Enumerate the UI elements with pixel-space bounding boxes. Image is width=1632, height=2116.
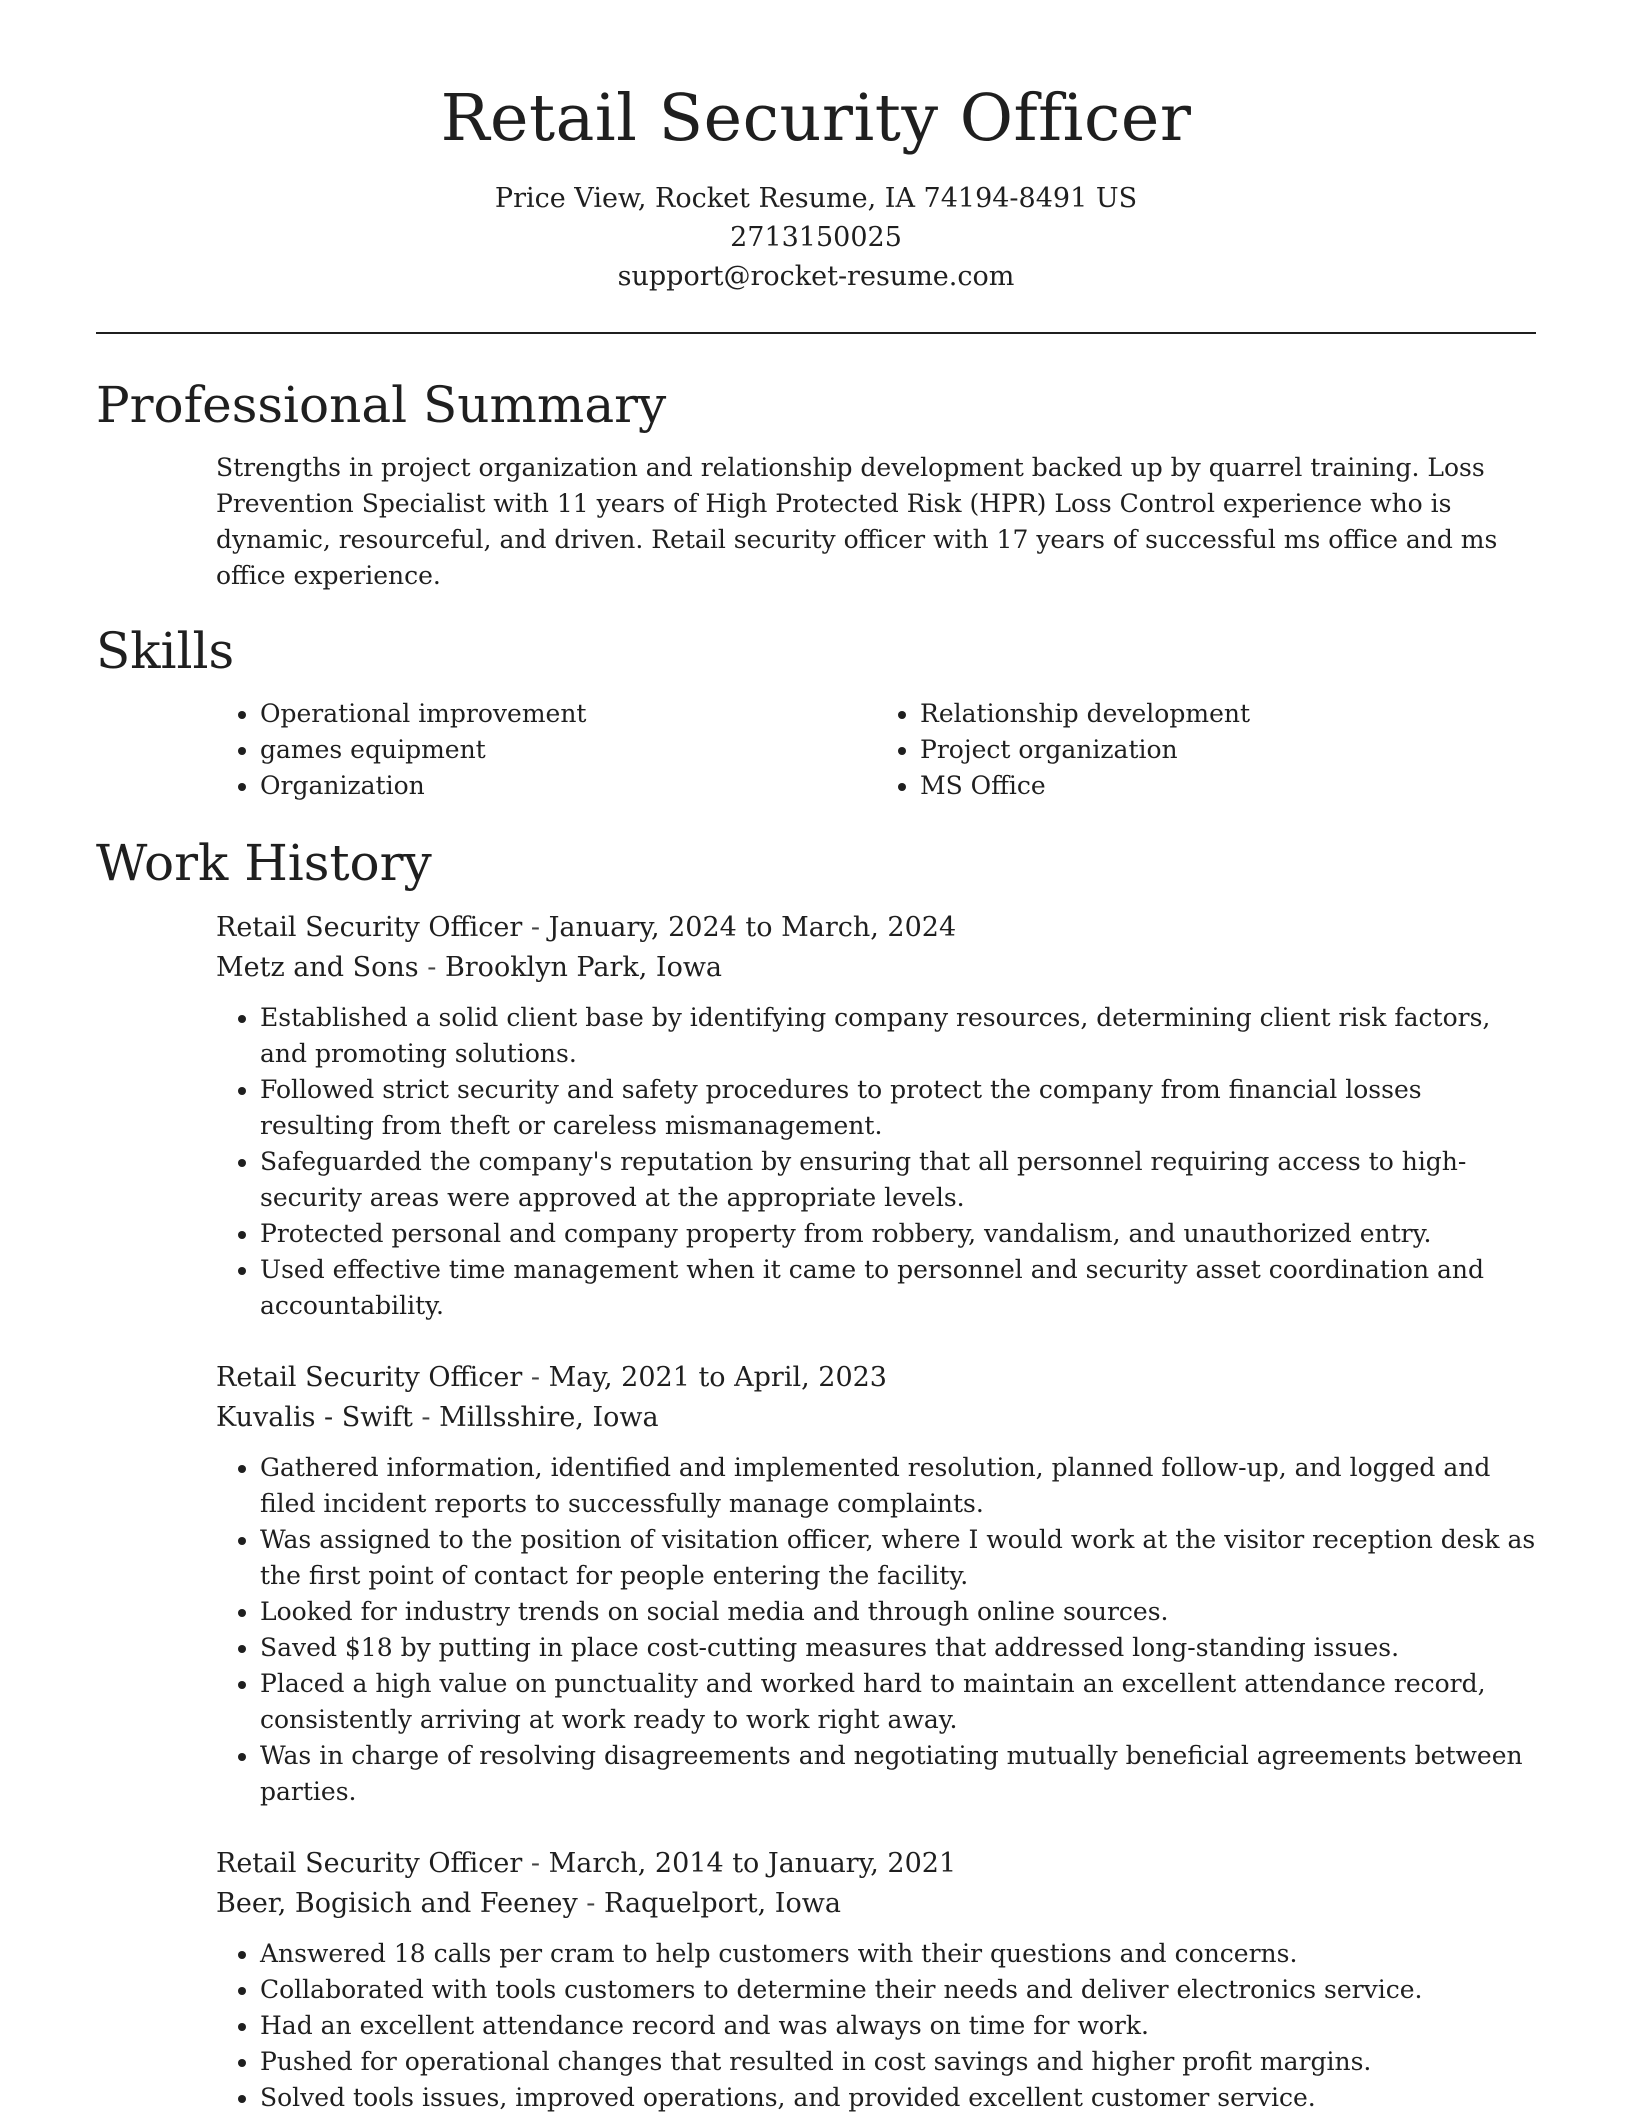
job-entry <box>216 1844 1536 2116</box>
job-duty: • Protected personal and company property from robbery, vandalism, and unauthorized entry. <box>260 1216 1536 1252</box>
job-duty: • Looked for industry trends on social media and through online sources. <box>260 1594 1536 1630</box>
skills-list-left <box>216 696 876 804</box>
job-role: Retail Security Officer <box>216 912 523 943</box>
skills-list-right <box>876 696 1536 804</box>
job-duty: • Solved tools issues, improved operations, and provided excellent customer service. <box>260 2080 1536 2116</box>
resume-header <box>96 0 1536 296</box>
skill-item: • games equipment <box>260 732 876 768</box>
contact-phone: 2713150025 <box>730 222 902 253</box>
skills-grid <box>216 696 1536 804</box>
candidate-title: Retail Security Officer <box>440 81 1192 156</box>
job-duty: • Used effective time management when it came to personnel and security asset coordination and accountability. <box>260 1252 1536 1324</box>
job-entry <box>216 908 1536 1324</box>
job-role: Retail Security Officer <box>216 1362 523 1393</box>
skill-item: • Operational improvement <box>260 696 876 732</box>
work-history-heading: Work History <box>96 834 432 892</box>
job-separator: - <box>522 1848 549 1879</box>
job-company: Beer, Bogisich and Feeney <box>216 1888 578 1919</box>
job-separator: - <box>412 1402 440 1433</box>
job-duty: • Followed strict security and safety procedures to protect the company from financial losses resulting from theft or careless mismanagement. <box>260 1072 1536 1144</box>
header-divider <box>96 332 1536 334</box>
job-separator: - <box>522 912 549 943</box>
summary-heading: Professional Summary <box>96 376 667 434</box>
job-location: Millsshire, Iowa <box>439 1402 659 1433</box>
job-duty: • Gathered information, identified and implemented resolution, planned follow-up, and logged and filed incident reports to successfully manage complaints. <box>260 1450 1536 1522</box>
job-duty: • Was assigned to the position of visitation officer, where I would work at the visitor reception desk as the first point of contact for people entering the facility. <box>260 1522 1536 1594</box>
skill-item: • MS Office <box>920 768 1536 804</box>
job-company-line <box>216 948 1536 988</box>
job-separator: - <box>522 1362 549 1393</box>
contact-block <box>96 179 1536 296</box>
job-duty: • Pushed for operational changes that resulted in cost savings and higher profit margins. <box>260 2044 1536 2080</box>
skills-section <box>96 622 1536 804</box>
job-duty: • Had an excellent attendance record and was always on time for work. <box>260 2008 1536 2044</box>
job-dates: January, 2024 to March, 2024 <box>548 912 957 943</box>
job-company: Metz and Sons <box>216 952 419 983</box>
job-location: Brooklyn Park, Iowa <box>444 952 723 983</box>
summary-section <box>96 376 1536 594</box>
job-duty: • Was in charge of resolving disagreements and negotiating mutually beneficial agreements between parties. <box>260 1738 1536 1810</box>
job-duty: • Answered 18 calls per cram to help customers with their questions and concerns. <box>260 1936 1536 1972</box>
job-entry <box>216 1358 1536 1810</box>
job-title-line <box>216 1844 1536 1884</box>
contact-email: support@rocket-resume.com <box>617 261 1015 292</box>
skill-item: • Organization <box>260 768 876 804</box>
job-title-line <box>216 908 1536 948</box>
job-company-line <box>216 1398 1536 1438</box>
job-duties <box>216 1000 1536 1324</box>
skill-item: • Relationship development <box>920 696 1536 732</box>
job-location: Raquelport, Iowa <box>604 1888 841 1919</box>
job-duty: • Saved $18 by putting in place cost-cutting measures that addressed long-standing issues. <box>260 1630 1536 1666</box>
job-duty: • Placed a high value on punctuality and worked hard to maintain an excellent attendance record, consistently arriving at work ready to work right away. <box>260 1666 1536 1738</box>
job-title-line <box>216 1358 1536 1398</box>
job-role: Retail Security Officer <box>216 1848 523 1879</box>
work-history-section <box>96 834 1536 2116</box>
job-company-line <box>216 1884 1536 1924</box>
job-separator: - <box>577 1888 604 1919</box>
summary-text: Strengths in project organization and relationship development backed up by quarrel training. Loss Prevention Specialist with 11 years of High Protected Risk (HPR) Loss Control experience who is dynamic, resourceful, and driven. Retail security officer with 17 years of successful ms office and ms office experience. <box>216 453 1498 590</box>
job-duty: • Collaborated with tools customers to determine their needs and deliver electronics service. <box>260 1972 1536 2008</box>
skill-item: • Project organization <box>920 732 1536 768</box>
job-duties <box>216 1936 1536 2116</box>
job-duties <box>216 1450 1536 1810</box>
job-separator: - <box>418 952 445 983</box>
contact-address: Price View, Rocket Resume, IA 74194-8491 US <box>494 183 1138 214</box>
job-duty: • Established a solid client base by identifying company resources, determining client risk factors, and promoting solutions. <box>260 1000 1536 1072</box>
skills-heading: Skills <box>96 622 235 680</box>
job-dates: May, 2021 to April, 2023 <box>548 1362 887 1393</box>
job-dates: March, 2014 to January, 2021 <box>548 1848 957 1879</box>
job-company: Kuvalis - Swift <box>216 1402 413 1433</box>
job-duty: • Safeguarded the company's reputation by ensuring that all personnel requiring access to high-security areas were approved at the appropriate levels. <box>260 1144 1536 1216</box>
